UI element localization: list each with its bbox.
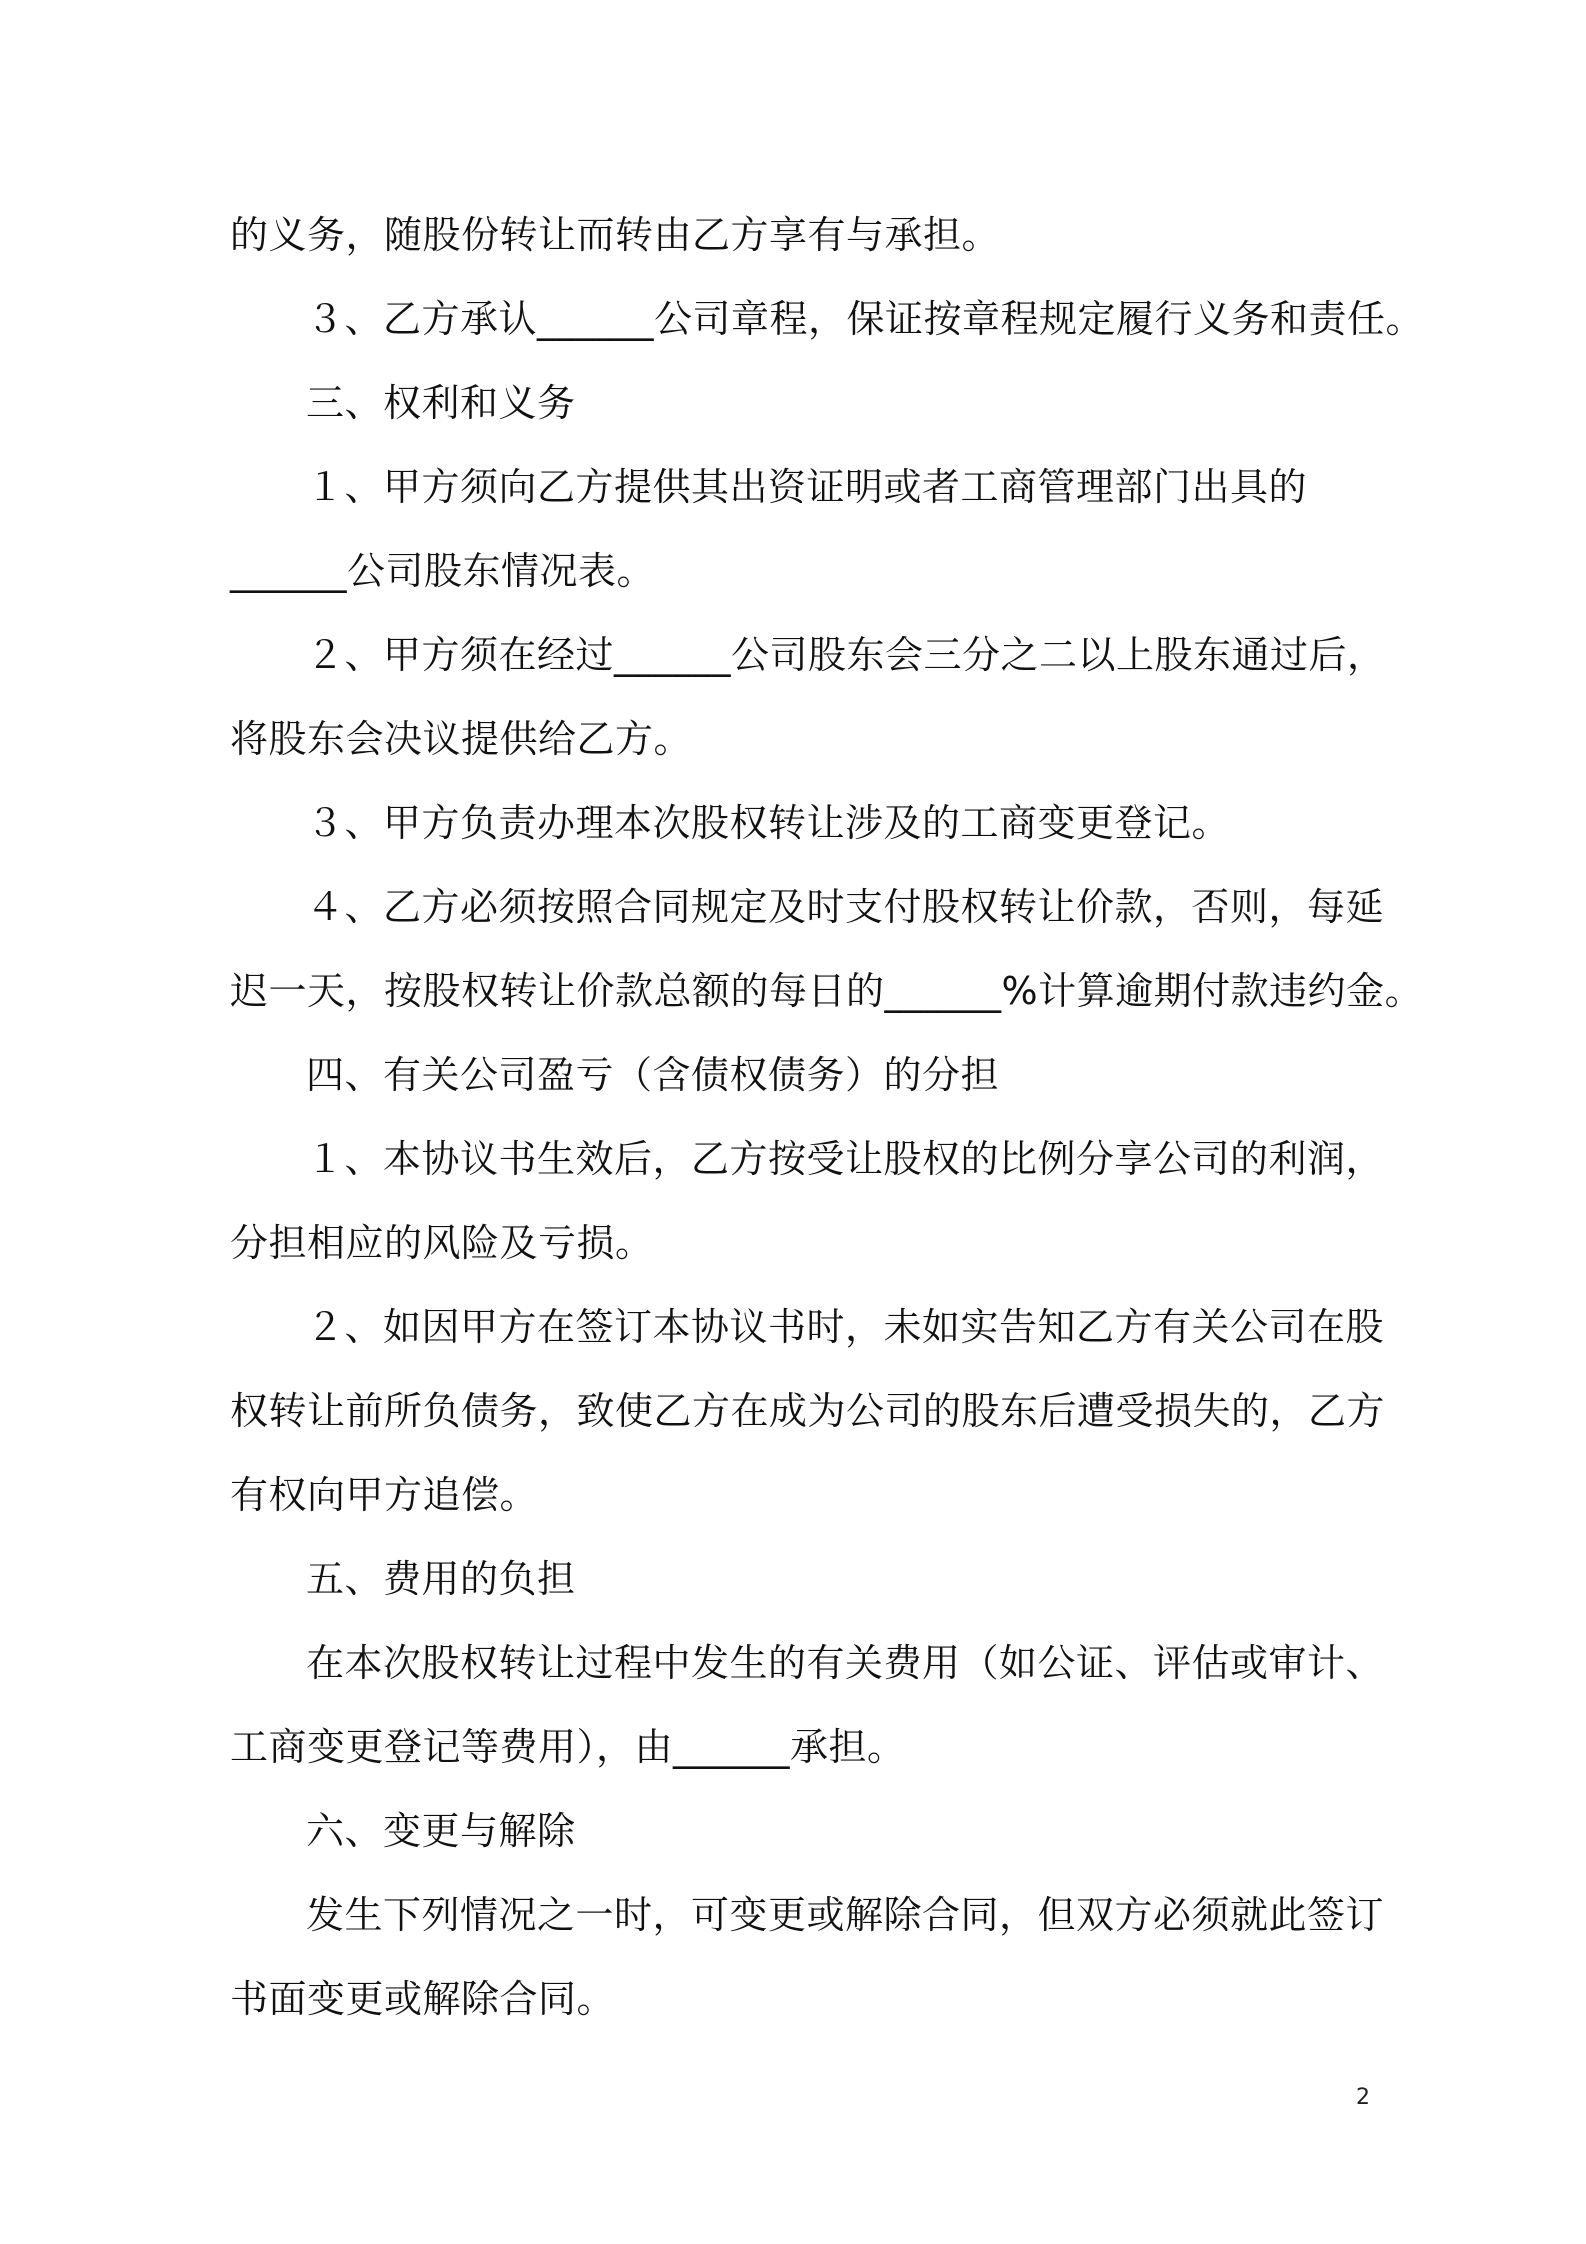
clause-4-2-cont-2: 有权向甲方追偿。 bbox=[230, 1473, 539, 1517]
clause-3-4: ４、乙方必须按照合同规定及时支付股权转让价款，否则，每延 bbox=[306, 885, 1385, 929]
clause-6: 发生下列情况之一时，可变更或解除合同，但双方必须就此签订 bbox=[306, 1893, 1385, 1937]
clause-4-2: ２、如因甲方在签订本协议书时，未如实告知乙方有关公司在股 bbox=[306, 1305, 1385, 1349]
page-number: 2 bbox=[1356, 2085, 1370, 2110]
clause-4-1-cont: 分担相应的风险及亏损。 bbox=[230, 1221, 654, 1265]
clause-5-cont: 工商变更登记等费用），由______承担。 bbox=[230, 1725, 906, 1769]
clause-3-2-cont: 将股东会决议提供给乙方。 bbox=[230, 717, 693, 761]
clause-3-1-cont: ______公司股东情况表。 bbox=[230, 549, 656, 593]
clause-3-3: ３、甲方负责办理本次股权转让涉及的工商变更登记。 bbox=[306, 801, 1231, 845]
clause-3-2: ２、甲方须在经过______公司股东会三分之二以上股东通过后， bbox=[306, 633, 1386, 677]
clause-2-3: ３、乙方承认______公司章程，保证按章程规定履行义务和责任。 bbox=[306, 297, 1425, 341]
clause-3-1: １、甲方须向乙方提供其出资证明或者工商管理部门出具的 bbox=[306, 465, 1308, 509]
clause-3-4-cont: 迟一天，按股权转让价款总额的每日的______%计算逾期付款违约金。 bbox=[230, 969, 1424, 1013]
clause-6-cont: 书面变更或解除合同。 bbox=[230, 1977, 616, 2021]
text-line-1: 的义务，随股份转让而转由乙方享有与承担。 bbox=[230, 213, 1001, 257]
section-heading-3: 三、权利和义务 bbox=[306, 381, 576, 425]
contract-body bbox=[230, 193, 1425, 2041]
section-heading-4: 四、有关公司盈亏（含债权债务）的分担 bbox=[306, 1053, 1000, 1097]
clause-4-1: １、本协议书生效后，乙方按受让股权的比例分享公司的利润， bbox=[306, 1137, 1385, 1181]
clause-4-2-cont: 权转让前所负债务，致使乙方在成为公司的股东后遭受损失的，乙方 bbox=[230, 1389, 1386, 1433]
clause-5: 在本次股权转让过程中发生的有关费用（如公证、评估或审计、 bbox=[306, 1641, 1385, 1685]
section-heading-5: 五、费用的负担 bbox=[306, 1557, 576, 1601]
section-heading-6: 六、变更与解除 bbox=[306, 1809, 576, 1853]
